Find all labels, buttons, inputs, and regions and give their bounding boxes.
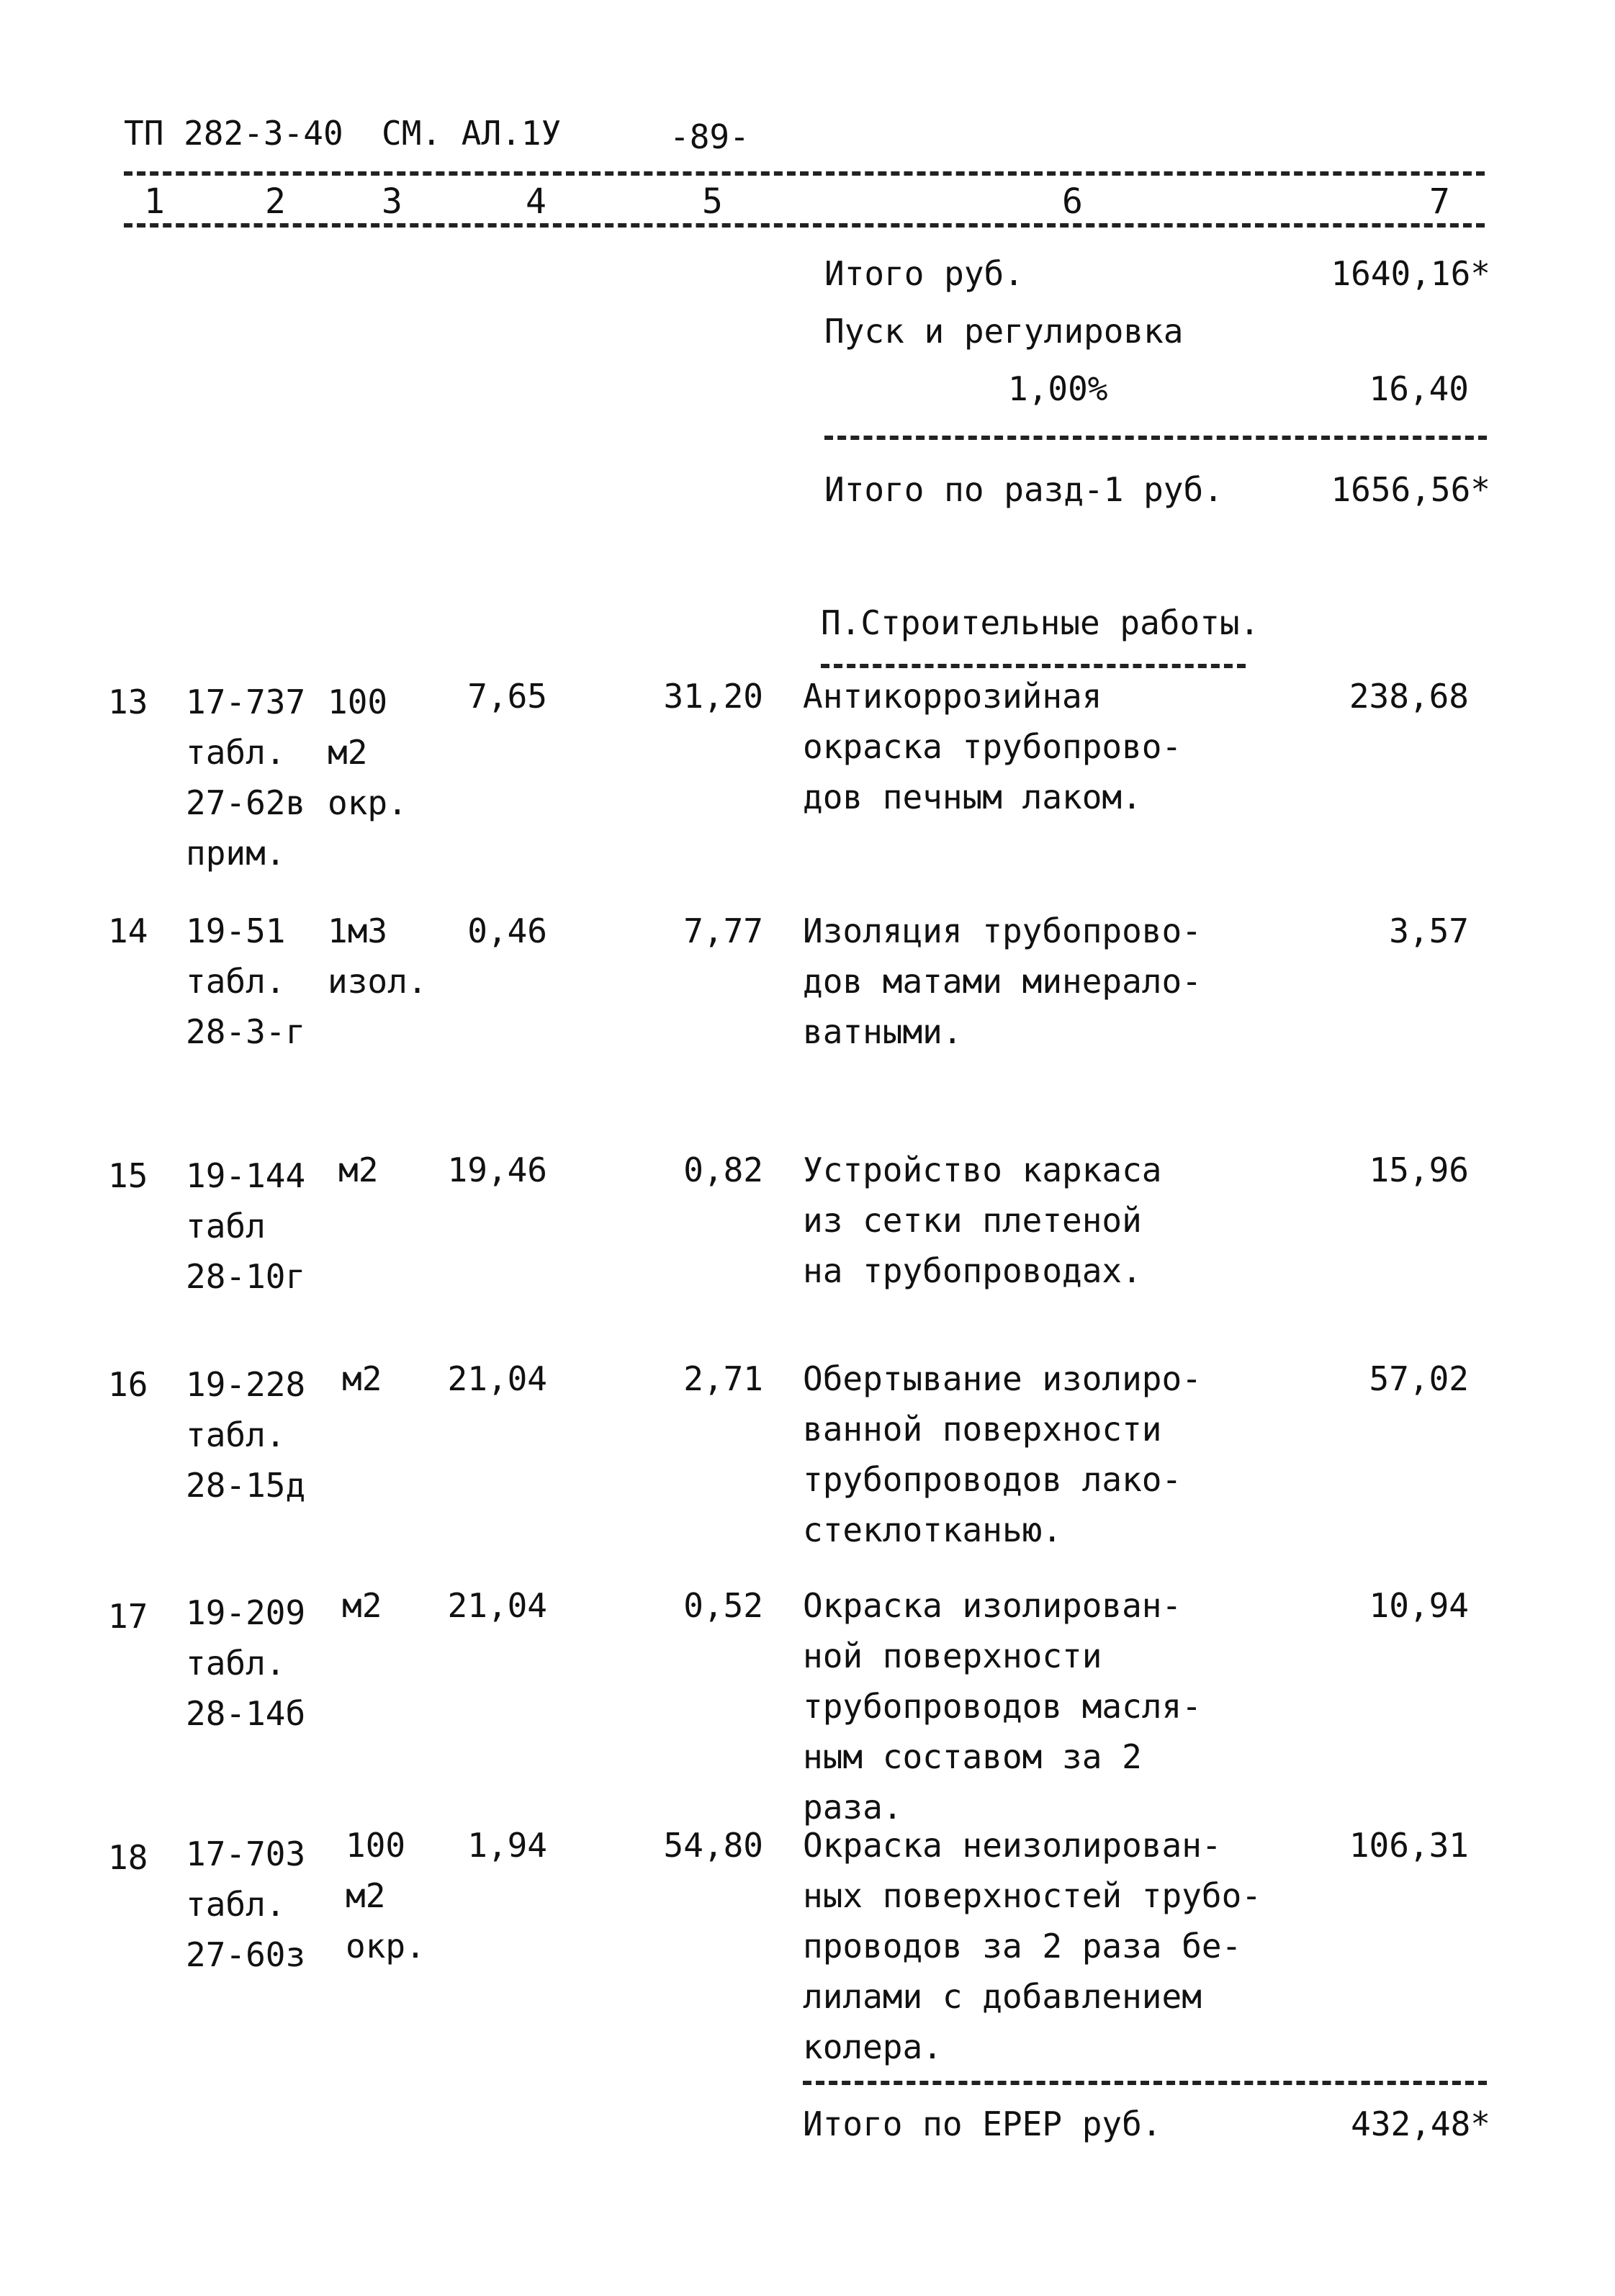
row-price: 7,77: [683, 911, 763, 950]
col-num-2: 2: [265, 181, 286, 222]
row-description: Антикоррозийная окраска трубопрово- дов печным лаком.: [803, 677, 1182, 816]
total-value: 1640,16*: [1331, 254, 1490, 293]
row-unit: м2: [342, 1359, 382, 1398]
row-code: 17-703 табл. 27-60з: [186, 1834, 306, 1974]
footer-total-value: 432,48*: [1351, 2104, 1490, 2143]
row-sum: 238,68: [1349, 677, 1469, 716]
col-num-7: 7: [1429, 181, 1450, 222]
row-quantity: 21,04: [447, 1586, 547, 1625]
col-num-1: 1: [144, 181, 165, 222]
row-sum: 15,96: [1369, 1151, 1469, 1189]
total-label: Итого руб.: [824, 254, 1024, 293]
row-sum: 3,57: [1389, 911, 1469, 950]
start-adjust-percent: 1,00%: [1008, 369, 1108, 408]
col-num-6: 6: [1062, 181, 1083, 222]
start-adjust-value: 16,40: [1369, 369, 1469, 408]
section-title: П.Строительные работы.: [821, 603, 1260, 642]
row-sum: 106,31: [1349, 1826, 1469, 1865]
section-title-underline: [821, 664, 1246, 668]
row-unit: 100 м2 окр.: [328, 683, 408, 822]
row-price: 0,52: [683, 1586, 763, 1625]
section-total-label: Итого по разд-1 руб.: [824, 470, 1223, 509]
summary-divider: [824, 436, 1487, 440]
row-number: 13: [108, 683, 148, 721]
row-quantity: 0,46: [467, 911, 547, 950]
row-quantity: 7,65: [467, 677, 547, 716]
row-price: 31,20: [663, 677, 763, 716]
section-total-value: 1656,56*: [1331, 470, 1490, 509]
row-number: 15: [108, 1156, 148, 1195]
row-description: Изоляция трубопрово- дов матами минерало- ватными.: [803, 911, 1202, 1051]
row-unit: 100 м2 окр.: [346, 1826, 426, 1966]
row-code: 19-209 табл. 28-14б: [186, 1593, 306, 1733]
row-price: 54,80: [663, 1826, 763, 1865]
row-number: 17: [108, 1597, 148, 1636]
row-number: 18: [108, 1838, 148, 1877]
row-sum: 57,02: [1369, 1359, 1469, 1398]
row-price: 2,71: [683, 1359, 763, 1398]
row-unit: м2: [338, 1151, 379, 1189]
row-quantity: 1,94: [467, 1826, 547, 1865]
row-code: 19-51 табл. 28-3-г: [186, 911, 306, 1051]
row-number: 16: [108, 1365, 148, 1404]
header-top-divider: [124, 171, 1485, 176]
row-price: 0,82: [683, 1151, 763, 1189]
start-adjust-label: Пуск и регулировка: [824, 312, 1184, 351]
row-code: 19-144 табл 28-10г: [186, 1156, 306, 1296]
header-bottom-divider: [124, 223, 1485, 228]
doc-code: ТП 282-3-40: [124, 114, 343, 153]
page-number: -89-: [670, 117, 750, 156]
row-unit: 1м3 изол.: [328, 911, 428, 1001]
row-sum: 10,94: [1369, 1586, 1469, 1625]
col-num-5: 5: [702, 181, 723, 222]
row-code: 19-228 табл. 28-15д: [186, 1365, 306, 1505]
footer-divider: [803, 2081, 1487, 2085]
col-num-3: 3: [382, 181, 402, 222]
album-ref: СМ. АЛ.1У: [382, 114, 562, 153]
row-unit: м2: [342, 1586, 382, 1625]
row-description: Окраска изолирован- ной поверхности трубопроводов масля- ным составом за 2 раза.: [803, 1586, 1202, 1827]
footer-total-label: Итого по ЕРЕР руб.: [803, 2104, 1162, 2143]
row-description: Устройство каркаса из сетки плетеной на трубопроводах.: [803, 1151, 1162, 1290]
row-number: 14: [108, 911, 148, 950]
row-quantity: 19,46: [447, 1151, 547, 1189]
row-quantity: 21,04: [447, 1359, 547, 1398]
row-description: Обертывание изолиро- ванной поверхности трубопроводов лако- стеклотканью.: [803, 1359, 1202, 1549]
row-code: 17-737 табл. 27-62в прим.: [186, 683, 306, 873]
row-description: Окраска неизолирован- ных поверхностей трубо- проводов за 2 раза бе- лилами с добавлением колера.: [803, 1826, 1261, 2066]
col-num-4: 4: [526, 181, 546, 222]
